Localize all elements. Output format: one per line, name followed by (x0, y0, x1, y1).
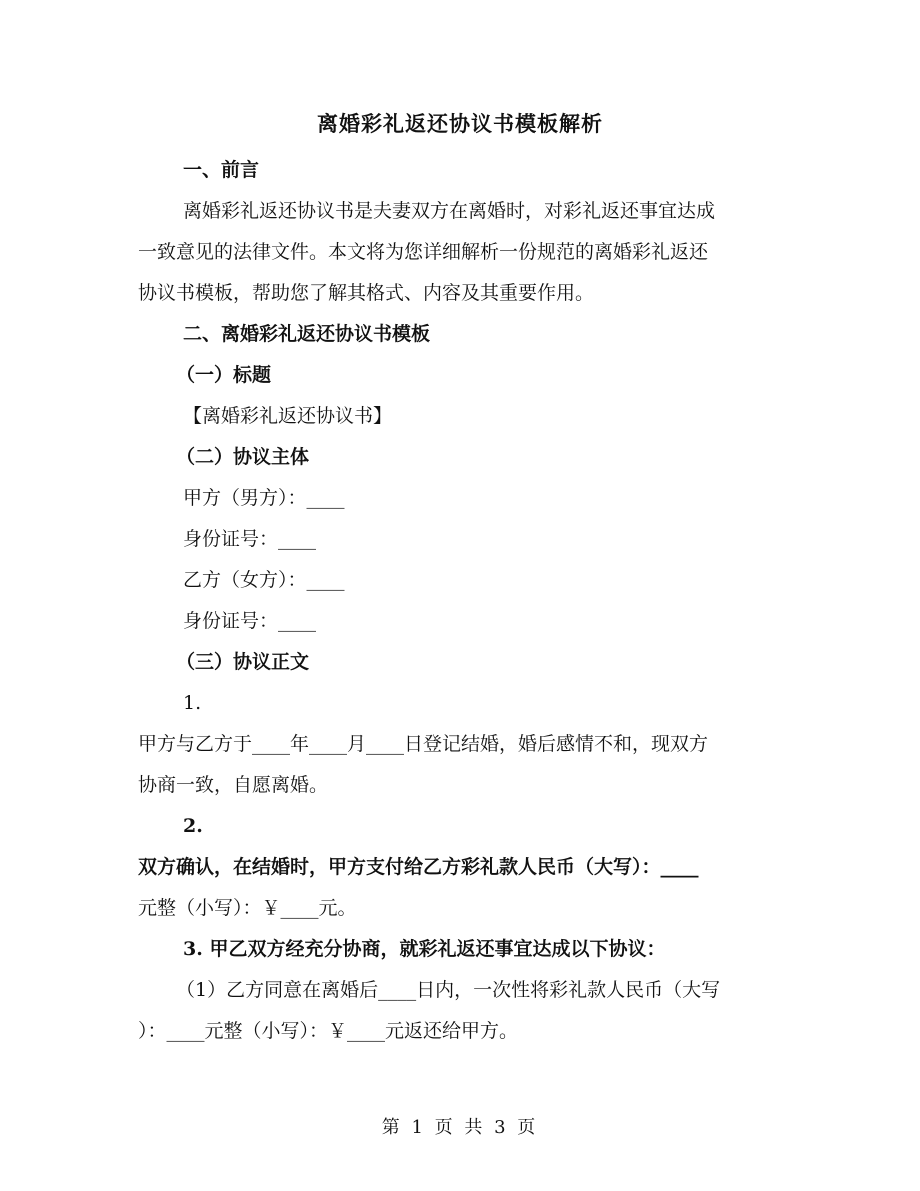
party-b-field: 乙方（女方）：____ (183, 569, 345, 591)
heading-preface: 一、前言 (183, 159, 260, 181)
party-a-field: 甲方（男方）：____ (183, 487, 345, 509)
party-b-id-field: 身份证号：____ (183, 610, 317, 632)
clause-line: 甲方与乙方于____年____月____日登记结婚，婚后感情不和，现双方 (138, 733, 709, 755)
paragraph-line: 一致意见的法律文件。本文将为您详细解析一份规范的离婚彩礼返还 (138, 241, 709, 263)
document-title: 离婚彩礼返还协议书模板解析 (317, 111, 603, 136)
clause-number: 1. (183, 692, 202, 714)
clause-number: 2. (183, 815, 203, 837)
paragraph-line: 协议书模板，帮助您了解其格式、内容及其重要作用。 (138, 282, 595, 304)
clause-line: 元整（小写）：￥____元。 (138, 897, 357, 919)
subheading-title: （一）标题 (176, 364, 272, 386)
clause-line: （1）乙方同意在离婚后____日内，一次性将彩礼款人民币（大写 (176, 979, 721, 1001)
subheading-body: （三）协议正文 (176, 651, 310, 673)
clause-line: ）：____元整（小写）：￥____元返还给甲方。 (138, 1020, 519, 1042)
clause-line: 双方确认，在结婚时，甲方支付给乙方彩礼款人民币（大写）：____ (138, 856, 699, 878)
clause-line: 协商一致，自愿离婚。 (138, 774, 329, 796)
subheading-parties: （二）协议主体 (176, 446, 310, 468)
paragraph-line: 离婚彩礼返还协议书是夫妻双方在离婚时，对彩礼返还事宜达成 (183, 200, 716, 222)
clause-line: 3. 甲乙双方经充分协商，就彩礼返还事宜达成以下协议： (183, 938, 666, 960)
agreement-name: 【离婚彩礼返还协议书】 (183, 405, 393, 427)
party-a-id-field: 身份证号：____ (183, 528, 317, 550)
heading-template: 二、离婚彩礼返还协议书模板 (183, 323, 431, 345)
page-footer: 第 1 页 共 3 页 (381, 1117, 539, 1138)
